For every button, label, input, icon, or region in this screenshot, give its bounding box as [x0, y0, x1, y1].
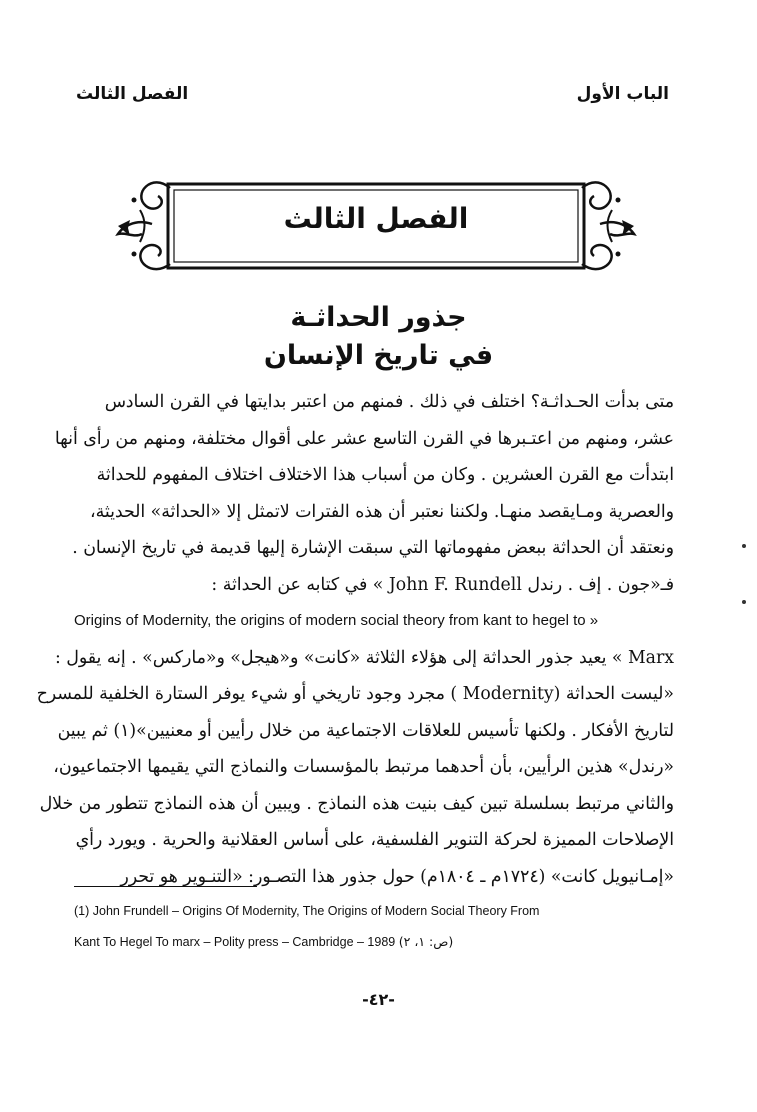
body-line: الإصلاحات المميزة لحركة التنوير الفلسفية، على أساس العقلانية والحرية . ويورد رأي: [75, 830, 674, 850]
scan-speck: [742, 600, 746, 604]
body-line: Marx » يعيد جذور الحداثة إلى هؤلاء الثلاثة «كانت» و«هيجل» و«ماركس» . إنه يقول :: [54, 647, 674, 668]
running-header-part: الباب الأول: [576, 84, 669, 104]
section-heading-line2: في تاريخ الإنسان: [263, 340, 494, 371]
body-text: [36, 384, 674, 895]
chapter-title: الفصل الثالث: [283, 202, 469, 235]
page-number: -٤٢-: [362, 990, 395, 1009]
footnote-line: [74, 934, 594, 949]
chapter-banner: [112, 176, 640, 276]
body-line: عشر، ومنهم من اعتـبرها في القرن التاسع عشر على أقوال مختلفة، ومنهم من رأى أنها: [54, 428, 674, 449]
body-line: فـ«جون . إف . رندل John F. Rundell » في كتابه عن الحداثة :: [211, 574, 674, 595]
body-line: «إمـانيويل كانت» (١٧٢٤م ـ ١٨٠٤م) حول جذور هذا التصـور: «التنـوير هو تحرر: [120, 866, 674, 887]
body-line: «رندل» هذين الرأيين، بأن أحدهما مرتبط بالمؤسسات والنماذج التي يقيمها الاجتماعيون،: [53, 757, 674, 777]
body-line: «ليست الحداثة (Modernity ) مجرد وجود تاريخي أو شيء يوفر الستارة الخلفية للمسرح: [36, 684, 674, 704]
body-line: والعصرية ومـايقصد منهـا. ولكننا نعتبر أن هذه الفترات لاتمثل إلا «الحداثة» الحديثة،: [90, 501, 674, 522]
body-line: لتاريخ الأفكار . ولكنها تأسيس للعلاقات الاجتماعية من خلال رأيين أو معنيين»(١) ثم يبين: [57, 720, 674, 741]
body-line: ونعتقد أن الحداثة ببعض مفهوماتها التي سبقت الإشارة إليها قديمة في تاريخ الإنسان .: [72, 538, 674, 558]
body-line: والثاني مرتبط بسلسلة تبين كيف بنيت هذه النماذج . ويبين أن هذه النماذج تتطور من خلال: [39, 793, 674, 814]
body-line: ابتدأت مع القرن العشرين . وكان من أسباب هذا الاختلاف اختلاف المفهوم للحداثة: [96, 465, 674, 485]
footnote-source: Kant To Hegel To marx – Polity press – Cambridge – 1989: [74, 935, 396, 949]
running-header-chapter: الفصل الثالث: [76, 84, 189, 104]
body-line: متى بدأت الحـداثـة؟ اختلف في ذلك . فمنهم من اعتبر بدايتها في القرن السادس: [104, 392, 674, 412]
scan-speck: [742, 544, 746, 548]
footnote-pages: (ص: ١، ٢): [398, 934, 454, 949]
footnote-line: (1) John Frundell – Origins Of Modernity, The Origins of Modern Social Theory From: [74, 904, 540, 918]
footnote-separator: [74, 886, 257, 887]
section-heading-line1: جذور الحداثـة: [290, 302, 467, 333]
body-line-english: Origins of Modernity, the origins of modern social theory from kant to hegel to »: [74, 612, 599, 629]
